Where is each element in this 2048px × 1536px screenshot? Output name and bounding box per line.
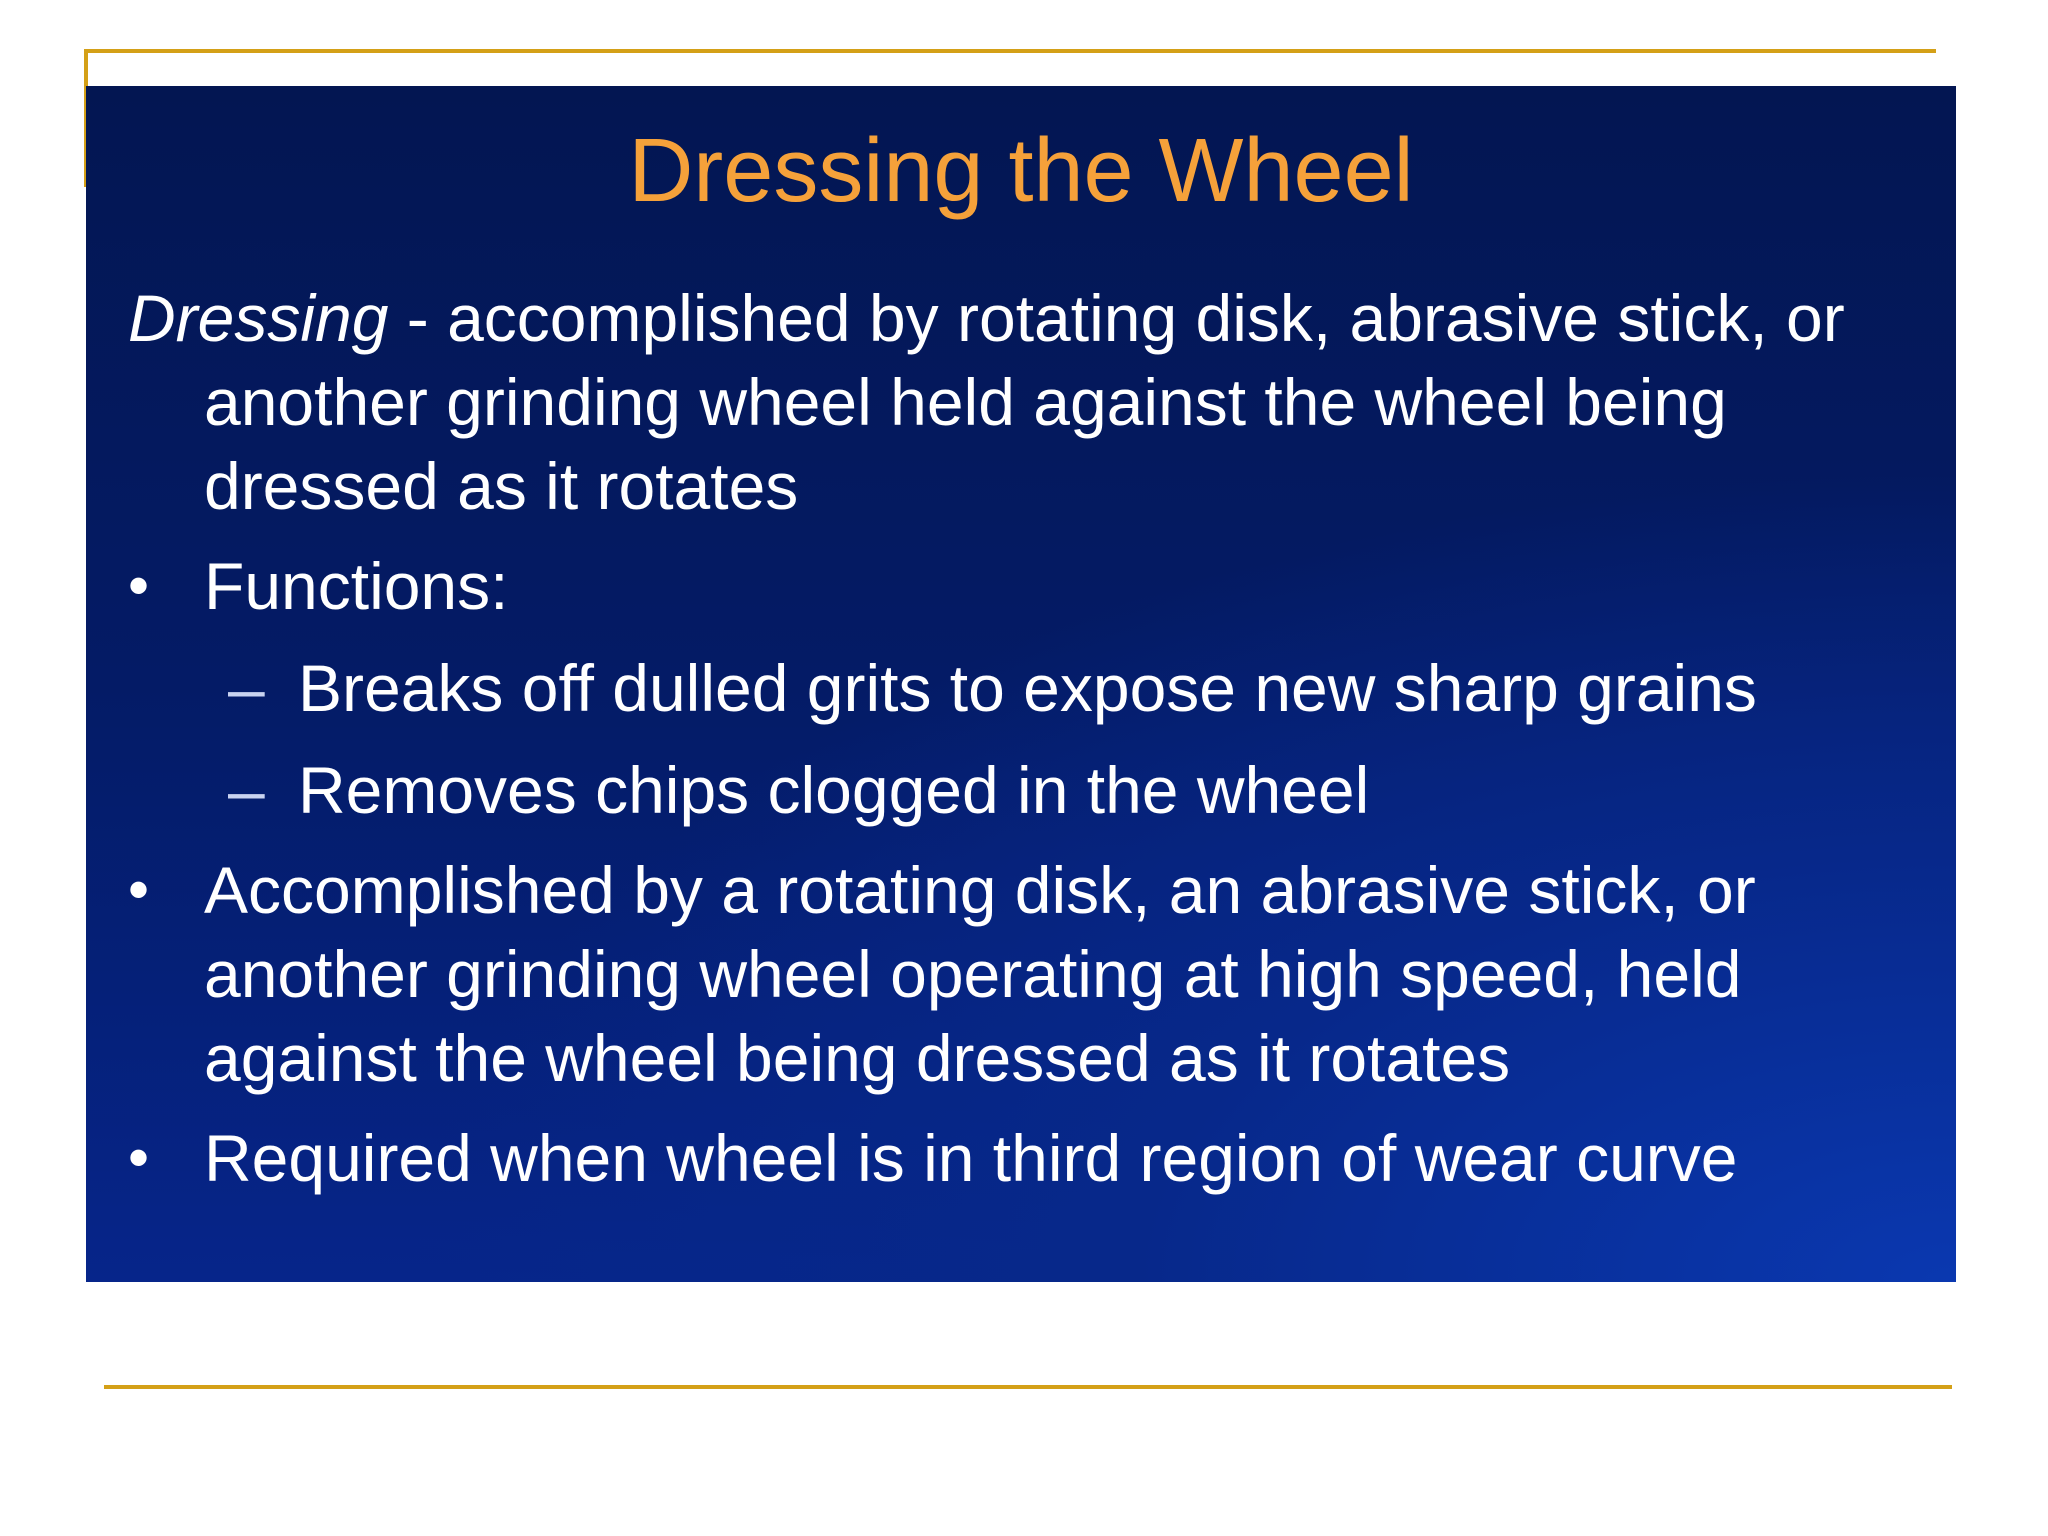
bullet-item <box>128 848 1928 1100</box>
frame-top-line <box>84 49 1936 53</box>
bullet-item <box>128 1116 1928 1200</box>
slide-title: Dressing the Wheel <box>628 121 1414 221</box>
bullet-icon: • <box>128 856 150 923</box>
definition-term: Dressing <box>128 281 389 355</box>
bullet-text: Required when wheel is in third region of wear curve <box>204 1121 1738 1195</box>
slide-body <box>128 276 1928 1200</box>
bullet-text: Functions: <box>204 549 509 623</box>
frame-bottom-line <box>104 1385 1952 1389</box>
bullet-icon: • <box>128 552 150 619</box>
definition-paragraph <box>128 276 1928 528</box>
sub-bullet-item <box>128 646 1928 730</box>
sub-bullet-text: Removes chips clogged in the wheel <box>298 753 1370 827</box>
sub-bullet-text: Breaks off dulled grits to expose new sharp grains <box>298 651 1757 725</box>
definition-text: - accomplished by rotating disk, abrasive stick, or another grinding wheel held against the wheel being dressed as it rotates <box>204 281 1845 523</box>
sub-bullet-item <box>128 748 1928 832</box>
bullet-icon: • <box>128 1124 150 1191</box>
dash-icon: – <box>228 753 265 827</box>
slide <box>86 86 1956 1282</box>
dash-icon: – <box>228 651 265 725</box>
bullet-text: Accomplished by a rotating disk, an abrasive stick, or another grinding wheel operating at high speed, held against the wheel being dressed as it rotates <box>204 853 1756 1095</box>
bullet-item <box>128 544 1928 628</box>
